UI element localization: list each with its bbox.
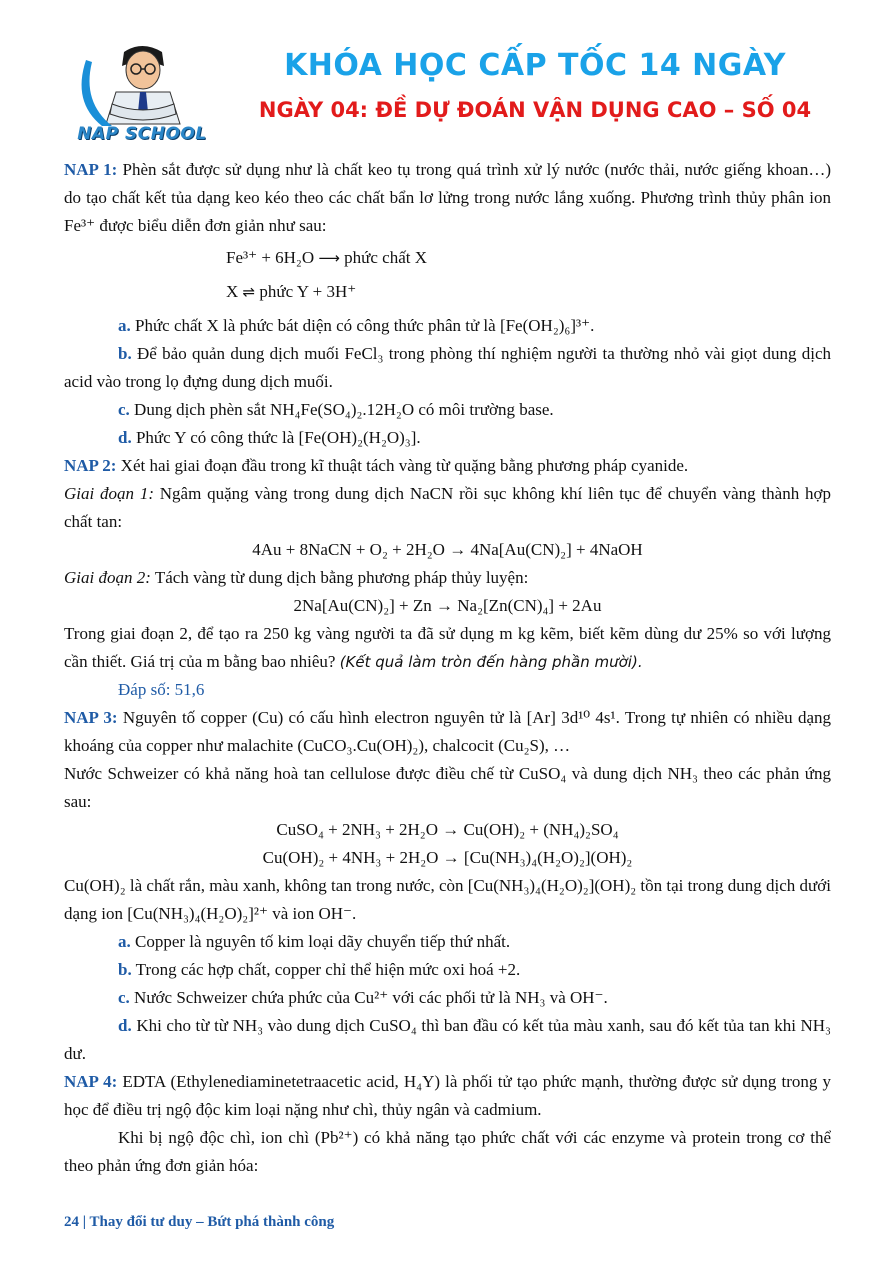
q3-option-c: c. Nước Schweizer chứa phức của Cu²⁺ với các phối tử là NH₃ và OH⁻. <box>118 988 608 1007</box>
q2-intro: NAP 2: Xét hai giai đoạn đầu trong kĩ thuật tách vàng từ quặng bằng phương pháp cyanide. <box>64 456 689 475</box>
q1-intro: NAP 1: Phèn sắt được sử dụng như là chất keo tụ trong quá trình xử lý nước (nước thải, nước giếng khoan…) do tạo chất kết tủa dạng keo kéo theo các chất bẩn lơ lửng trong nước lắng xuống. Phương trình thủy phân ion Fe³⁺ được biểu diễn đơn giản như sau: <box>64 160 831 235</box>
page-subtitle: NGÀY 04: ĐỀ DỰ ĐOÁN VẬN DỤNG CAO – SỐ 04 <box>258 98 812 122</box>
q1-option-b: b. Để bảo quản dung dịch muối FeCl₃ trong phòng thí nghiệm người ta thường nhỏ vài giọt dung dịch acid vào trong lọ đựng dung dịch muối. <box>64 344 832 391</box>
q4-intro: NAP 4: EDTA (Ethylenediaminetetraacetic acid, H₄Y) là phối tử tạo phức mạnh, thường được sử dụng trong y học để điều trị ngộ độc kim loại nặng như chì, thủy ngân và cadmium. <box>64 1072 832 1119</box>
q1-equation-2: X ⇌ phức Y + 3H⁺ <box>226 282 357 301</box>
q3-option-a: a. Copper là nguyên tố kim loại dãy chuyển tiếp thứ nhất. <box>118 932 511 951</box>
q3-paragraph-3: Cu(OH)₂ là chất rắn, màu xanh, không tan trong nước, còn [Cu(NH₃)₄(H₂O)₂](OH)₂ tồn tại trong dung dịch dưới dạng ion [Cu(NH₃)₄(H₂O)₂]²⁺ và ion OH⁻. <box>64 876 831 923</box>
document-body <box>64 156 831 1180</box>
q4-label: NAP 4: <box>64 1072 118 1091</box>
q2-label: NAP 2: <box>64 456 117 475</box>
q3-paragraph-2: Nước Schweizer có khả năng hoà tan cellulose được điều chế từ CuSO₄ và dung dịch NH₃ theo các phản ứng sau: <box>64 764 831 811</box>
q2-stage-1: Giai đoạn 1: Ngâm quặng vàng trong dung dịch NaCN rồi sục không khí liên tục để chuyển vàng thành hợp chất tan: <box>64 484 831 531</box>
page-title: KHÓA HỌC CẤP TỐC 14 NGÀY <box>284 48 786 83</box>
q1-label: NAP 1: <box>64 160 118 179</box>
q2-rounding-note: (Kết quả làm tròn đến hàng phần mười). <box>339 653 643 671</box>
q4-paragraph-2: Khi bị ngộ độc chì, ion chì (Pb²⁺) có khả năng tạo phức chất với các enzyme và protein trong cơ thể theo phản ứng đơn giản hóa: <box>64 1128 831 1175</box>
nap-school-logo <box>72 42 212 146</box>
q3-intro: NAP 3: Nguyên tố copper (Cu) có cấu hình electron nguyên tử là [Ar] 3d¹⁰ 4s¹. Trong tự nhiên có nhiều dạng khoáng của copper như malachite (CuCO₃.Cu(OH)₂), chalcocit (Cu₂S), … <box>64 708 832 755</box>
q1-option-d: d. Phức Y có công thức là [Fe(OH)₂(H₂O)₃]. <box>118 428 421 447</box>
logo-text: NAP SCHOOL <box>77 124 207 144</box>
q2-equation-2: 2Na[Au(CN)₂] + Zn → Na₂[Zn(CN)₄] + 2Au <box>293 596 602 615</box>
equilibrium-arrow-icon: ⇌ <box>242 283 256 301</box>
page-header <box>0 0 892 150</box>
q1-option-a: a. Phức chất X là phức bát diện có công thức phân tử là [Fe(OH₂)₆]³⁺. <box>118 316 595 335</box>
page-footer: 24 | Thay đổi tư duy – Bứt phá thành công <box>64 1214 335 1230</box>
q3-option-d: d. Khi cho từ từ NH₃ vào dung dịch CuSO₄ thì ban đầu có kết tủa màu xanh, sau đó kết tủa tan khi NH₃ dư. <box>64 1016 831 1063</box>
q3-option-b: b. Trong các hợp chất, copper chỉ thể hiện mức oxi hoá +2. <box>118 960 521 979</box>
q2-stage-2: Giai đoạn 2: Tách vàng từ dung dịch bằng phương pháp thủy luyện: <box>64 568 529 587</box>
q2-answer: Đáp số: 51,6 <box>118 680 205 699</box>
q2-equation-1: 4Au + 8NaCN + O₂ + 2H₂O → 4Na[Au(CN)₂] + 4NaOH <box>252 540 643 559</box>
q3-label: NAP 3: <box>64 708 118 727</box>
q1-option-c: c. Dung dịch phèn sắt NH₄Fe(SO₄)₂.12H₂O có môi trường base. <box>118 400 554 419</box>
forward-arrow-icon: ⟶ <box>318 249 340 267</box>
q3-equation-2: Cu(OH)₂ + 4NH₃ + 2H₂O → [Cu(NH₃)₄(H₂O)₂](OH)₂ <box>262 848 633 867</box>
q3-equation-1: CuSO₄ + 2NH₃ + 2H₂O → Cu(OH)₂ + (NH₄)₂SO₄ <box>276 820 619 839</box>
q2-question: Trong giai đoạn 2, để tạo ra 250 kg vàng người ta đã sử dụng m kg kẽm, biết kẽm dùng dư 25% so với lượng cần thiết. Giá trị của m bằng bao nhiêu? (Kết quả làm tròn đến hàng phần mười). <box>64 624 831 671</box>
q1-equation-1: Fe³⁺ + 6H₂O ⟶ phức chất X <box>226 248 428 267</box>
